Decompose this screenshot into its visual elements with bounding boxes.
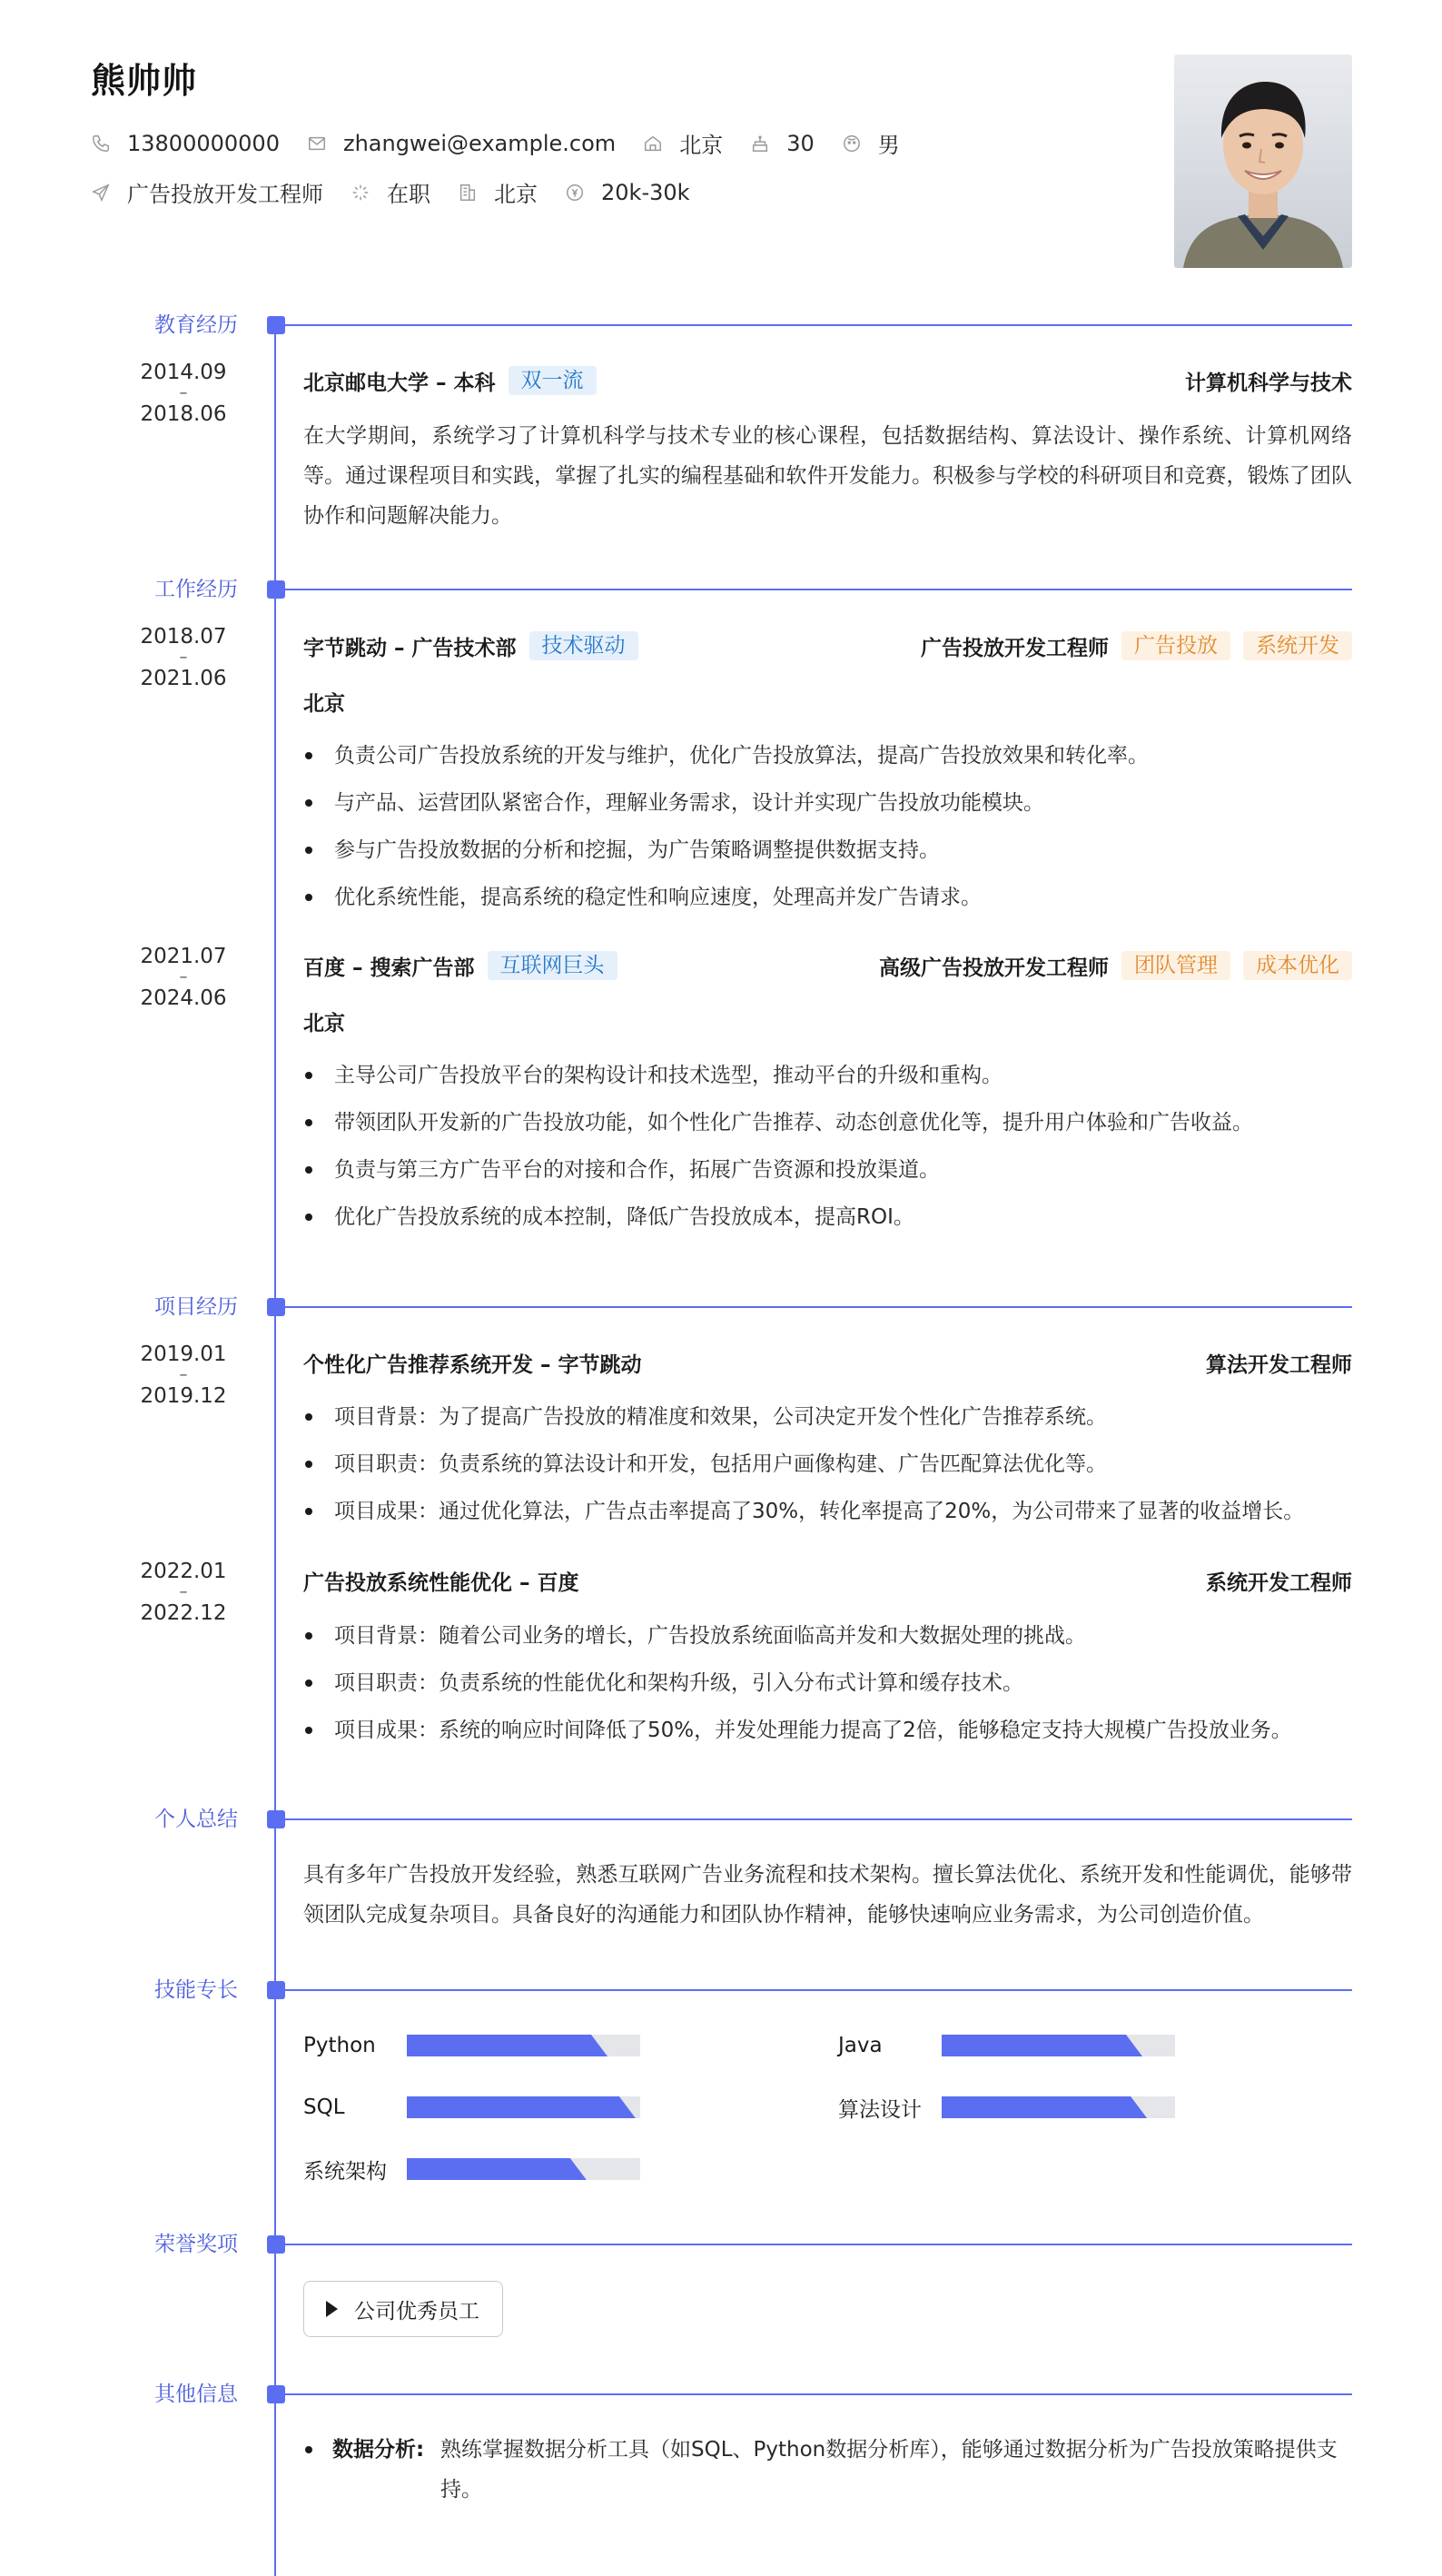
section-summary	[0, 1801, 1442, 1838]
list-item: 优化广告投放系统的成本控制，降低广告投放成本，提高ROI。	[303, 1205, 1357, 1253]
age-value: 30	[786, 130, 815, 156]
project-1-bullets	[303, 1405, 1357, 1547]
skill-label: SQL	[303, 2095, 345, 2119]
intent-row	[91, 176, 717, 208]
job-role: 广告投放开发工程师	[921, 636, 1109, 660]
other-info-value: 熟练掌握数据分析工具（如SQL、Python数据分析库），能够通过数据分析为广告投放策略提供支持。	[440, 2438, 1338, 2502]
section-marker	[267, 2235, 285, 2254]
section-marker	[267, 316, 285, 334]
section-title: 技能专长	[154, 1978, 238, 2002]
city-value: 北京	[494, 182, 538, 207]
skill-label: Python	[303, 2034, 376, 2057]
work-1-dates	[129, 626, 238, 689]
section-divider	[283, 1989, 1352, 1991]
work-1-bullets	[303, 744, 1357, 933]
section-title: 项目经历	[154, 1295, 238, 1319]
section-projects	[0, 1289, 1442, 1325]
section-divider	[283, 1818, 1352, 1820]
section-skills	[0, 1972, 1442, 2008]
email-item	[307, 131, 616, 156]
section-divider	[283, 2244, 1352, 2245]
job-role: 高级广告投放开发工程师	[879, 956, 1109, 980]
section-title: 个人总结	[154, 1808, 238, 1831]
play-icon	[326, 2301, 338, 2317]
section-education	[0, 307, 1442, 343]
email-value: zhangwei@example.com	[342, 130, 617, 156]
company-tag: 技术驱动	[529, 631, 638, 660]
city-item	[458, 176, 538, 208]
other-info-key: 数据分析:	[332, 2438, 425, 2462]
date-start: 2019.01	[140, 1342, 227, 1366]
company-name: 字节跳动 – 广告技术部	[303, 636, 517, 660]
major-name: 计算机科学与技术	[1185, 371, 1352, 395]
education-description: 在大学期间，系统学习了计算机科学与技术专业的核心课程，包括数据结构、算法设计、操作系统、计算机网络等。通过课程项目和实践，掌握了扎实的编程基础和软件开发能力。积极参与学校的科研项目和竞赛，锻炼了团队协作和问题解决能力。	[303, 424, 1352, 528]
salary-value: 20k-30k	[601, 179, 690, 205]
skill-java	[838, 2032, 1175, 2059]
phone-value: 13800000000	[127, 130, 280, 156]
date-end: 2024.06	[140, 986, 227, 1010]
honor-label: 公司优秀员工	[354, 2299, 479, 2323]
project-name: 个性化广告推荐系统开发 – 字节跳动	[303, 1352, 642, 1377]
gender-icon	[842, 134, 862, 154]
mail-icon	[307, 134, 327, 154]
skill-label: 系统架构	[303, 2159, 387, 2184]
section-divider	[283, 1306, 1352, 1308]
section-marker	[267, 580, 285, 599]
section-marker	[267, 1981, 285, 1999]
skill-label: Java	[838, 2034, 883, 2057]
list-item: 优化系统性能，提高系统的稳定性和响应速度，处理高并发广告请求。	[303, 886, 1357, 933]
project-role: 系统开发工程师	[1206, 1570, 1352, 1595]
section-work	[0, 571, 1442, 608]
date-start: 2021.07	[140, 945, 227, 968]
skill-bar-track	[942, 2035, 1175, 2056]
status-icon	[351, 183, 370, 203]
skill-label: 算法设计	[838, 2097, 922, 2122]
section-marker	[267, 2385, 285, 2403]
date-start: 2014.09	[140, 361, 227, 384]
phone-icon	[91, 134, 111, 154]
skill-bar-track	[942, 2096, 1175, 2118]
date-start: 2018.07	[140, 625, 227, 649]
other-info-item	[303, 2430, 1357, 2510]
work-2-dates	[129, 946, 238, 1009]
project-name: 广告投放系统性能优化 – 百度	[303, 1570, 579, 1595]
section-marker	[267, 1810, 285, 1828]
profile-photo	[1174, 54, 1352, 268]
section-honors	[0, 2226, 1442, 2263]
age-icon	[750, 134, 770, 154]
work-2-bullets	[303, 1064, 1357, 1253]
date-end: 2021.06	[140, 667, 227, 690]
date-end: 2022.12	[140, 1601, 227, 1625]
date-separator: –	[179, 1582, 188, 1601]
work-2-location: 北京	[303, 1012, 345, 1035]
send-icon	[91, 183, 111, 203]
role-tag: 团队管理	[1121, 951, 1230, 980]
work-1-location: 北京	[303, 692, 345, 716]
project-1-dates	[129, 1343, 238, 1407]
role-tag: 广告投放	[1121, 631, 1230, 660]
date-separator: –	[179, 1365, 188, 1384]
home-icon	[643, 134, 663, 154]
contact-row	[91, 127, 927, 159]
section-title: 工作经历	[154, 578, 238, 601]
section-divider	[283, 589, 1352, 590]
candidate-name: 熊帅帅	[91, 61, 198, 101]
skill-bar-fill	[942, 2096, 1147, 2118]
list-item: 项目职责：负责系统的性能优化和架构升级，引入分布式计算和缓存技术。	[303, 1671, 1357, 1719]
skill-bar-track	[407, 2096, 640, 2118]
salary-icon	[565, 183, 585, 203]
phone-item	[91, 131, 280, 156]
job-target-value: 广告投放开发工程师	[127, 182, 323, 207]
section-title: 其他信息	[154, 2383, 238, 2406]
project-1-title	[303, 1346, 1352, 1379]
date-end: 2019.12	[140, 1384, 227, 1408]
project-2-title	[303, 1564, 1352, 1597]
list-item: 带领团队开发新的广告投放功能，如个性化广告推荐、动态创意优化等，提升用户体验和广告收益。	[303, 1111, 1357, 1158]
building-icon	[458, 183, 478, 203]
education-entry-title	[303, 364, 1352, 397]
list-item: 与产品、运营团队紧密合作，理解业务需求，设计并实现广告投放功能模块。	[303, 791, 1357, 838]
project-2-dates	[129, 1560, 238, 1624]
section-title: 教育经历	[154, 313, 238, 337]
hometown-value: 北京	[679, 133, 724, 158]
date-separator: –	[179, 383, 188, 402]
work-1-title	[303, 629, 1352, 662]
section-title: 荣誉奖项	[154, 2233, 238, 2256]
job-target-item	[91, 176, 323, 208]
list-item: 项目职责：负责系统的算法设计和开发，包括用户画像构建、广告匹配算法优化等。	[303, 1452, 1357, 1500]
role-tag: 系统开发	[1243, 631, 1352, 660]
education-dates	[129, 362, 238, 425]
date-separator: –	[179, 967, 188, 986]
list-item: 项目成果：通过优化算法，广告点击率提高了30%，转化率提高了20%，为公司带来了显著的收益增长。	[303, 1500, 1357, 1547]
list-item: 负责公司广告投放系统的开发与维护，优化广告投放算法，提高广告投放效果和转化率。	[303, 744, 1357, 791]
work-2-title	[303, 949, 1352, 982]
section-divider	[283, 2393, 1352, 2395]
date-separator: –	[179, 648, 188, 667]
skill-bar-track	[407, 2158, 640, 2180]
company-tag: 互联网巨头	[488, 951, 617, 980]
age-item	[750, 131, 815, 156]
project-role: 算法开发工程师	[1206, 1352, 1352, 1377]
skill-algorithm	[838, 2094, 1175, 2121]
status-value: 在职	[387, 182, 430, 207]
list-item: 项目背景：为了提高广告投放的精准度和效果，公司决定开发个性化广告推荐系统。	[303, 1405, 1357, 1452]
project-2-bullets	[303, 1624, 1357, 1766]
list-item: 负责与第三方广告平台的对接和合作，拓展广告资源和投放渠道。	[303, 1158, 1357, 1205]
company-name: 百度 – 搜索广告部	[303, 956, 475, 980]
status-item	[351, 176, 430, 208]
salary-item	[565, 180, 690, 205]
school-name: 北京邮电大学 – 本科	[303, 371, 496, 395]
date-end: 2018.06	[140, 402, 227, 426]
gender-value: 男	[877, 133, 900, 158]
role-tag: 成本优化	[1243, 951, 1352, 980]
list-item: 项目背景：随着公司业务的增长，广告投放系统面临高并发和大数据处理的挑战。	[303, 1624, 1357, 1671]
skill-bar-track	[407, 2035, 640, 2056]
section-other	[0, 2376, 1442, 2413]
school-tag: 双一流	[509, 366, 597, 395]
skill-sql	[303, 2094, 640, 2121]
date-start: 2022.01	[140, 1560, 227, 1583]
summary-text: 具有多年广告投放开发经验，熟悉互联网广告业务流程和技术架构。擅长算法优化、系统开发和性能调优，能够带领团队完成复杂项目。具备良好的沟通能力和团队协作精神，能够快速响应业务需求，为公司创造价值。	[303, 1863, 1352, 1927]
skill-bar-fill	[407, 2035, 607, 2056]
gender-item	[842, 127, 900, 159]
skill-bar-fill	[407, 2096, 636, 2118]
skill-bar-fill	[942, 2035, 1142, 2056]
list-item: 参与广告投放数据的分析和挖掘，为广告策略调整提供数据支持。	[303, 838, 1357, 886]
section-marker	[267, 1298, 285, 1316]
list-item: 项目成果：系统的响应时间降低了50%，并发处理能力提高了2倍，能够稳定支持大规模广告投放业务。	[303, 1719, 1357, 1766]
honor-badge[interactable]	[303, 2281, 503, 2337]
skill-architecture	[303, 2155, 640, 2183]
skill-bar-fill	[407, 2158, 587, 2180]
skill-python	[303, 2032, 640, 2059]
list-item: 主导公司广告投放平台的架构设计和技术选型，推动平台的升级和重构。	[303, 1064, 1357, 1111]
section-divider	[283, 324, 1352, 326]
avatar-illustration	[1174, 54, 1352, 268]
bullet-dot	[305, 2446, 312, 2453]
hometown-item	[643, 127, 723, 159]
